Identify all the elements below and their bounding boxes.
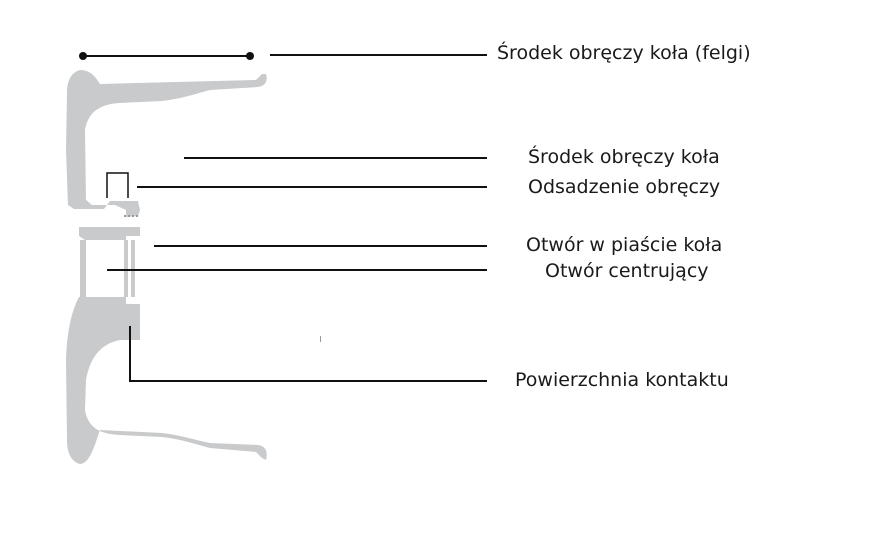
rim-cross-section bbox=[66, 70, 267, 464]
rim-stud-right-b bbox=[131, 240, 135, 297]
label-rim-center-width: Środek obręczy koła (felgi) bbox=[497, 42, 751, 64]
gap-dots bbox=[124, 215, 321, 342]
rim-hub-band bbox=[79, 227, 140, 240]
label-contact-surface: Powierzchnia kontaktu bbox=[515, 369, 729, 391]
label-hub-bore: Otwór w piaście koła bbox=[526, 234, 723, 256]
rim-stud-right-a bbox=[124, 240, 128, 297]
label-rim-center: Środek obręczy koła bbox=[528, 146, 720, 168]
rim-stud-left bbox=[80, 240, 86, 297]
label-rim-offset: Odsadzenie obręczy bbox=[528, 176, 721, 198]
offset-bracket bbox=[107, 173, 128, 198]
leader-line-6 bbox=[130, 326, 487, 381]
label-centering-bore: Otwór centrujący bbox=[545, 260, 709, 282]
rim-upper-half bbox=[66, 70, 267, 217]
dimension-end-left bbox=[79, 52, 87, 60]
dimension-end-right bbox=[246, 52, 254, 60]
